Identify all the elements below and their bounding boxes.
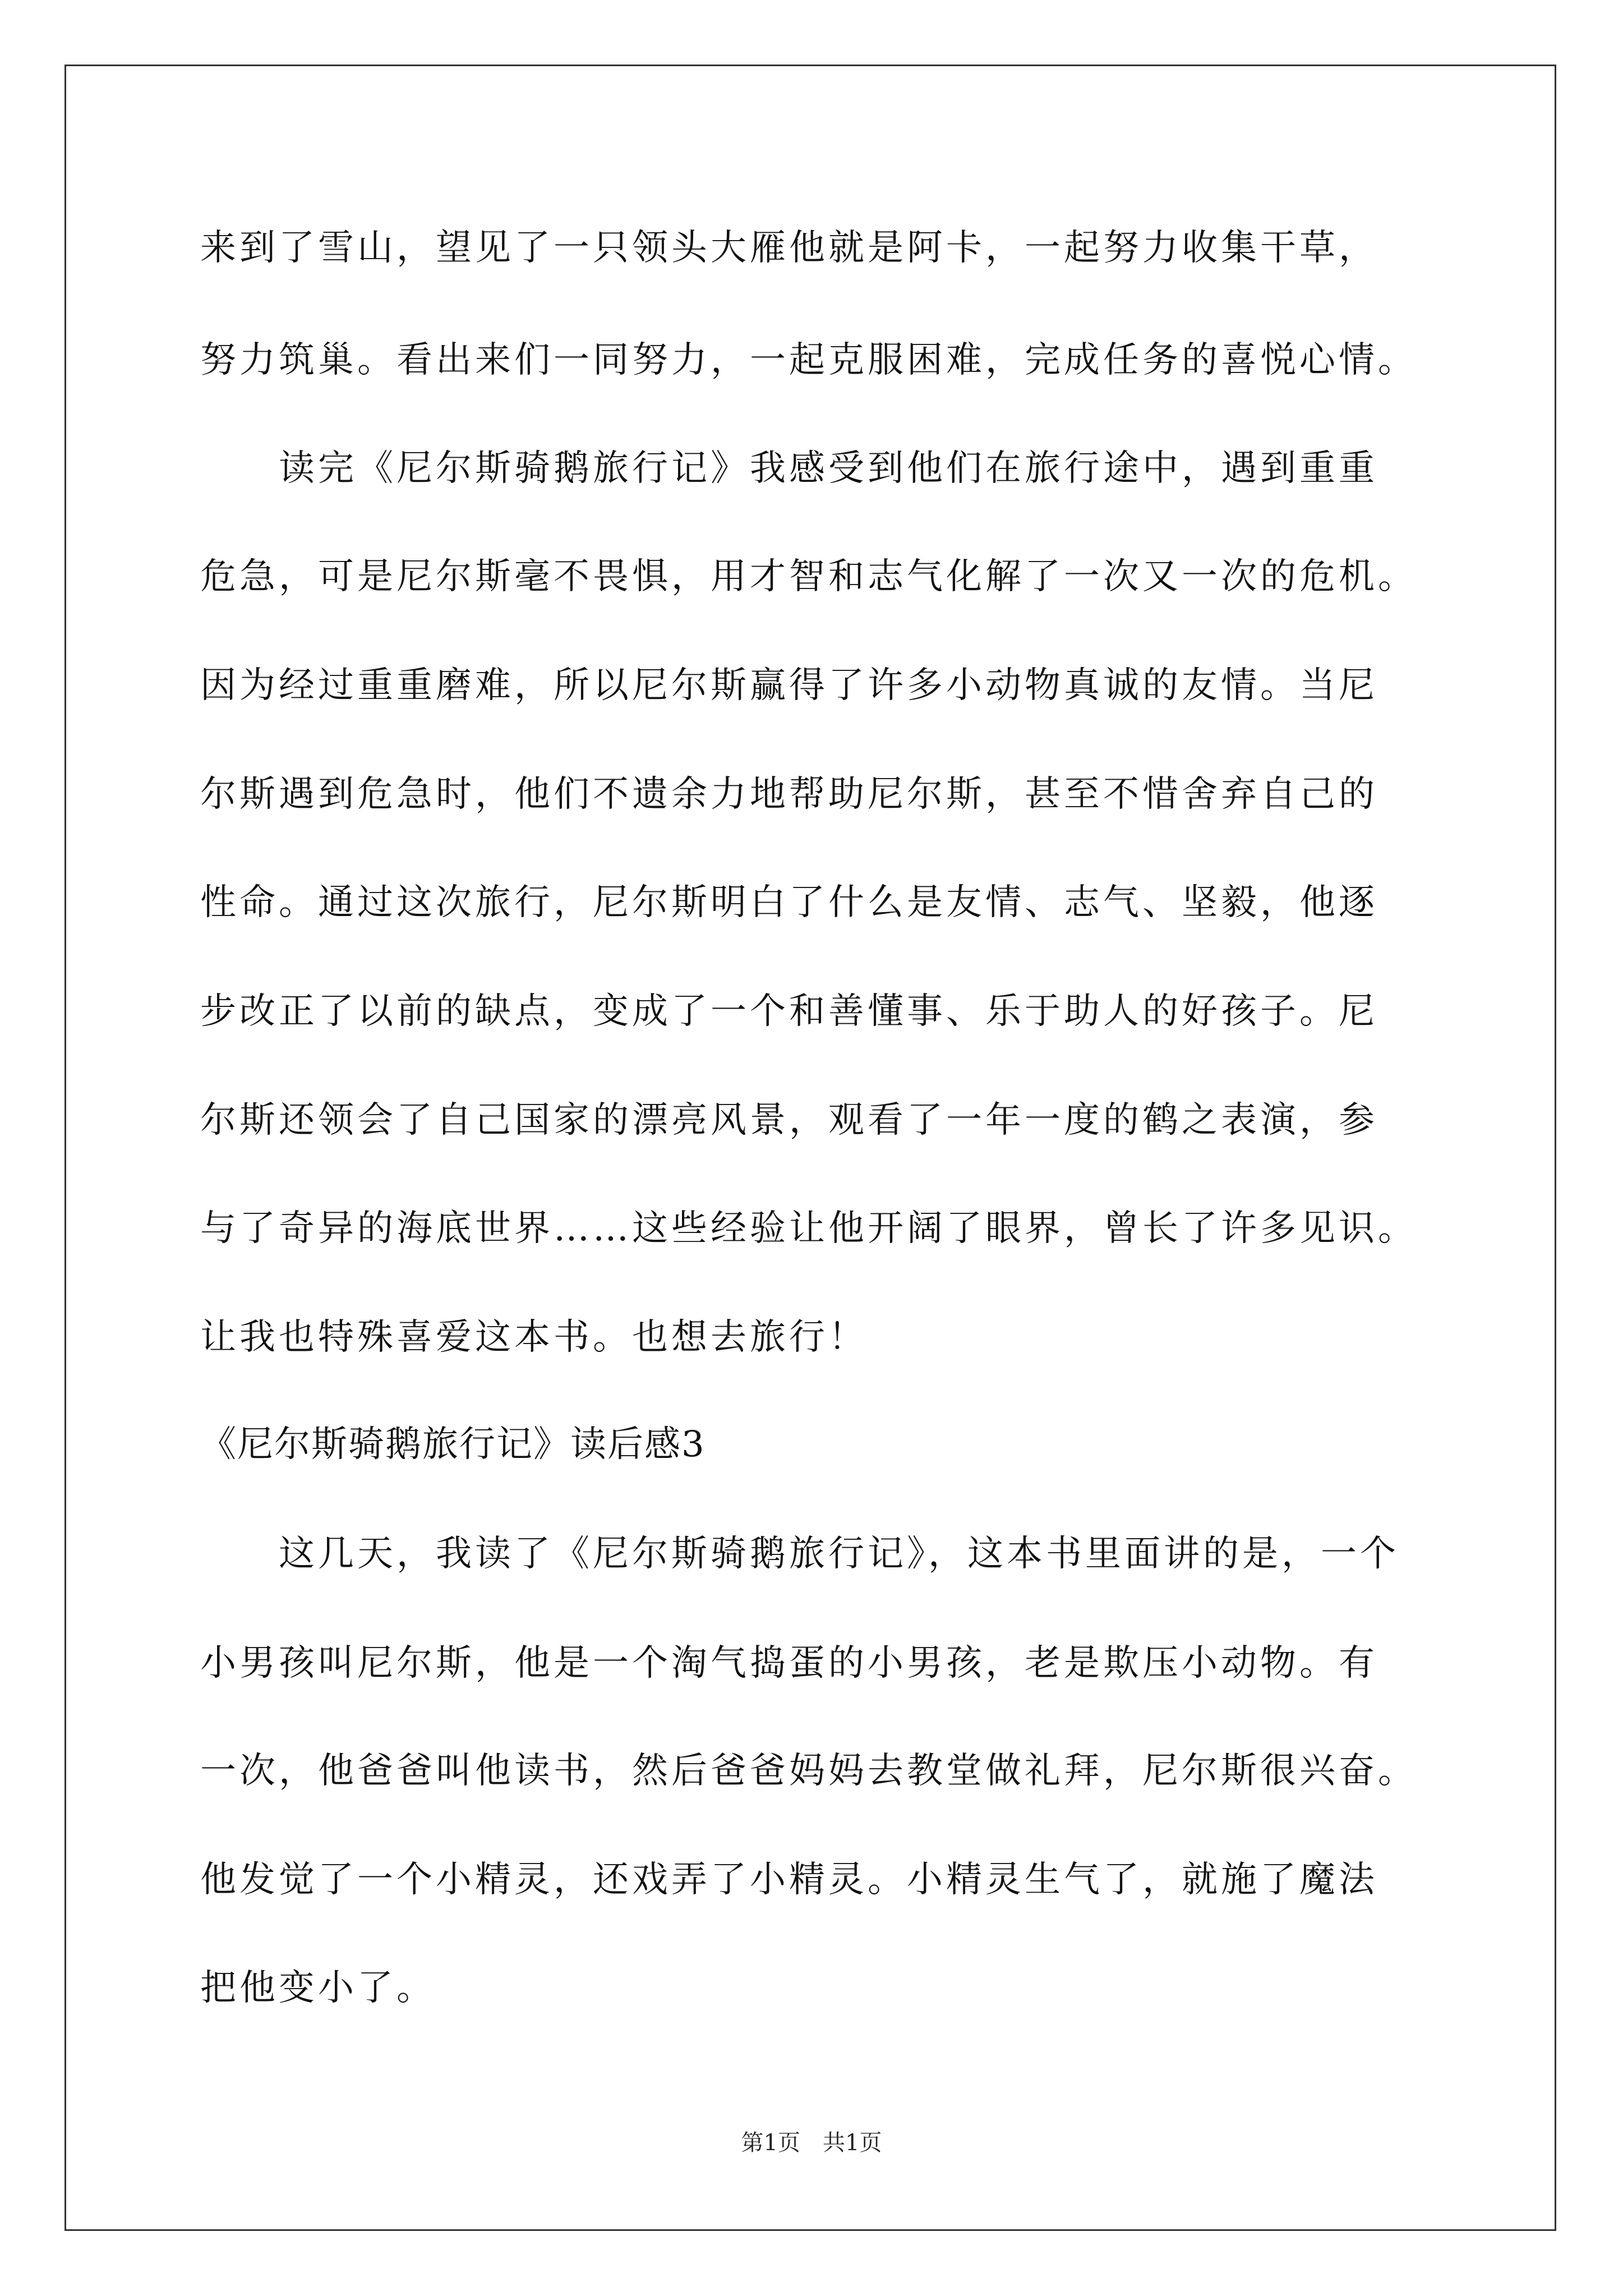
- body-line: 步改正了以前的缺点，变成了一个和善懂事、乐于助人的好孩子。尼: [200, 991, 1378, 1032]
- body-line: 读完《尼尔斯骑鹅旅行记》我感受到他们在旅行途中，遇到重重: [200, 448, 1378, 489]
- body-line: 尔斯遇到危急时，他们不遗余力地帮助尼尔斯，甚至不惜舍弃自己的: [200, 774, 1378, 815]
- page-number-label: 第1页 共1页: [741, 2130, 882, 2156]
- body-line: 与了奇异的海底世界……这些经验让他开阔了眼界，曾长了许多见识。: [200, 1208, 1417, 1249]
- body-line: 一次，他爸爸叫他读书，然后爸爸妈妈去教堂做礼拜，尼尔斯很兴奋。: [200, 1750, 1417, 1792]
- body-line: 他发觉了一个小精灵，还戏弄了小精灵。小精灵生气了，就施了魔法: [200, 1859, 1378, 1901]
- page-footer: [0, 2129, 1623, 2157]
- body-line: 让我也特殊喜爱这本书。也想去旅行！: [200, 1317, 868, 1358]
- body-line: 努力筑巢。看出来们一同努力，一起克服困难，完成任务的喜悦心情。: [200, 339, 1417, 381]
- body-line: 这几天，我读了《尼尔斯骑鹅旅行记》，这本书里面讲的是，一个: [200, 1533, 1399, 1575]
- body-line: 性命。通过这次旅行，尼尔斯明白了什么是友情、志气、坚毅，他逐: [200, 882, 1378, 923]
- section-heading: 《尼尔斯骑鹅旅行记》读后感3: [200, 1424, 706, 1465]
- body-line: 小男孩叫尼尔斯，他是一个淘气捣蛋的小男孩，老是欺压小动物。有: [200, 1642, 1378, 1684]
- body-line: 把他变小了。: [200, 1967, 436, 2009]
- body-line: 危急，可是尼尔斯毫不畏惧，用才智和志气化解了一次又一次的危机。: [200, 556, 1417, 597]
- page-border: [64, 65, 1556, 2231]
- body-line: 来到了雪山，望见了一只领头大雁他就是阿卡，一起努力收集干草，: [200, 227, 1378, 269]
- body-line: 因为经过重重磨难，所以尼尔斯赢得了许多小动物真诚的友情。当尼: [200, 665, 1378, 706]
- body-line: 尔斯还领会了自己国家的漂亮风景，观看了一年一度的鹤之表演，参: [200, 1099, 1378, 1141]
